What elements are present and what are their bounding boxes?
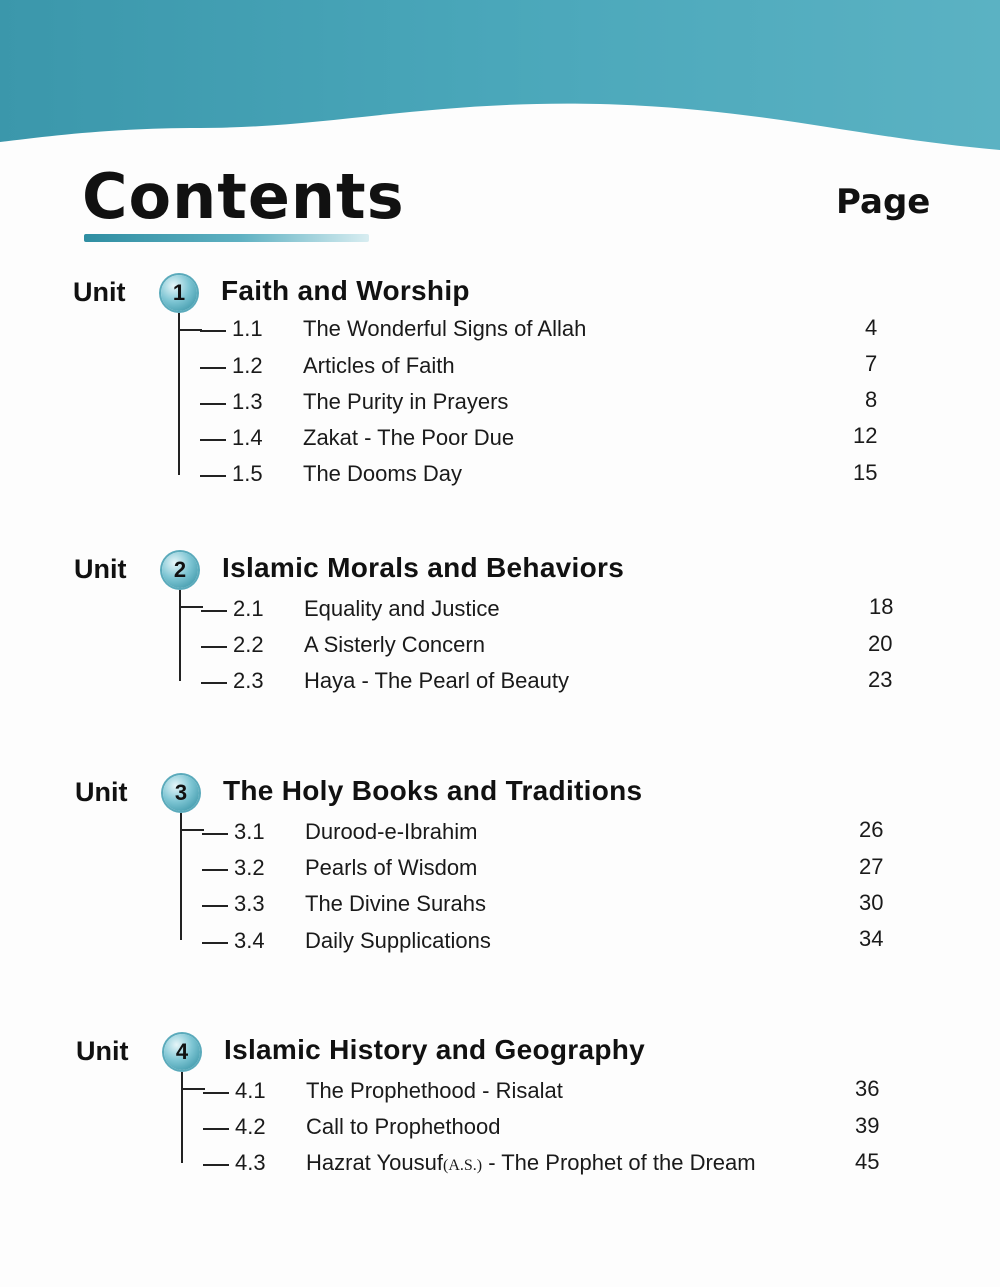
unit-title: Islamic History and Geography	[224, 1034, 646, 1065]
lesson-number: 3.4	[234, 928, 265, 953]
honorific-suffix: (A.S.)	[442, 1157, 483, 1174]
page-title: Contents	[82, 160, 405, 233]
page-number: 34	[859, 926, 884, 951]
unit-title: Islamic Morals and Behaviors	[222, 552, 625, 583]
unit-label: Unit	[73, 277, 126, 307]
lesson-title: Call to Prophethood	[306, 1114, 501, 1139]
lesson-title-main: Hazrat Yousuf	[306, 1150, 443, 1175]
header-wave-banner	[0, 0, 1000, 160]
page-number: 23	[868, 667, 893, 692]
lesson-title	[306, 1150, 756, 1176]
lesson-title: Zakat - The Poor Due	[303, 425, 515, 450]
unit-label: Unit	[76, 1036, 129, 1066]
lesson-title: Pearls of Wisdom	[305, 855, 478, 880]
unit-label: Unit	[74, 554, 127, 584]
page-number: 45	[855, 1149, 880, 1174]
lesson-number: 1.4	[232, 425, 263, 450]
page-number: 27	[859, 854, 884, 879]
page-number: 36	[855, 1076, 880, 1101]
lesson-title: Durood-e-Ibrahim	[305, 819, 478, 844]
unit-number-badge: 2	[162, 552, 198, 588]
lesson-number: 4.1	[235, 1078, 266, 1103]
lesson-title: Haya - The Pearl of Beauty	[304, 668, 569, 693]
lesson-title: A Sisterly Concern	[304, 632, 485, 657]
lesson-title: The Divine Surahs	[305, 891, 486, 916]
lesson-number: 2.1	[233, 596, 264, 621]
lesson-number: 2.3	[233, 668, 264, 693]
page-number: 8	[865, 387, 878, 412]
page-number: 30	[859, 890, 884, 915]
unit-number-badge: 4	[164, 1034, 200, 1070]
lesson-number: 1.5	[232, 461, 263, 486]
page-number: 20	[868, 631, 893, 656]
lesson-title: The Prophethood - Risalat	[306, 1078, 563, 1103]
unit-title: Faith and Worship	[221, 275, 470, 306]
lesson-title: The Dooms Day	[303, 461, 462, 486]
page-number: 4	[865, 315, 878, 340]
lesson-number: 1.3	[232, 389, 263, 414]
page-number: 12	[853, 423, 878, 448]
lesson-title-rest: - The Prophet of the Dream	[482, 1150, 756, 1175]
lesson-number: 1.2	[232, 353, 263, 378]
lesson-number: 1.1	[232, 316, 263, 341]
unit-title: The Holy Books and Traditions	[223, 775, 643, 806]
lesson-title: The Purity in Prayers	[303, 389, 509, 414]
lesson-number: 3.3	[234, 891, 265, 916]
unit-label: Unit	[75, 777, 128, 807]
page-number: 26	[859, 817, 884, 842]
lesson-title: Daily Supplications	[305, 928, 491, 953]
page-number: 7	[865, 351, 878, 376]
lesson-title: Articles of Faith	[303, 353, 455, 378]
unit-number-badge: 1	[161, 275, 197, 311]
page-number: 39	[855, 1113, 880, 1138]
lesson-title: Equality and Justice	[304, 596, 500, 621]
unit-number-badge: 3	[163, 775, 199, 811]
page-number: 18	[869, 594, 894, 619]
lesson-title: The Wonderful Signs of Allah	[303, 316, 587, 341]
lesson-number: 3.2	[234, 855, 265, 880]
lesson-number: 4.2	[235, 1114, 266, 1139]
lesson-number: 2.2	[233, 632, 264, 657]
lesson-number: 3.1	[234, 819, 265, 844]
lesson-number: 4.3	[235, 1150, 266, 1175]
title-underline	[84, 234, 369, 242]
page-column-heading: Page	[836, 182, 931, 222]
page-number: 15	[853, 460, 878, 485]
